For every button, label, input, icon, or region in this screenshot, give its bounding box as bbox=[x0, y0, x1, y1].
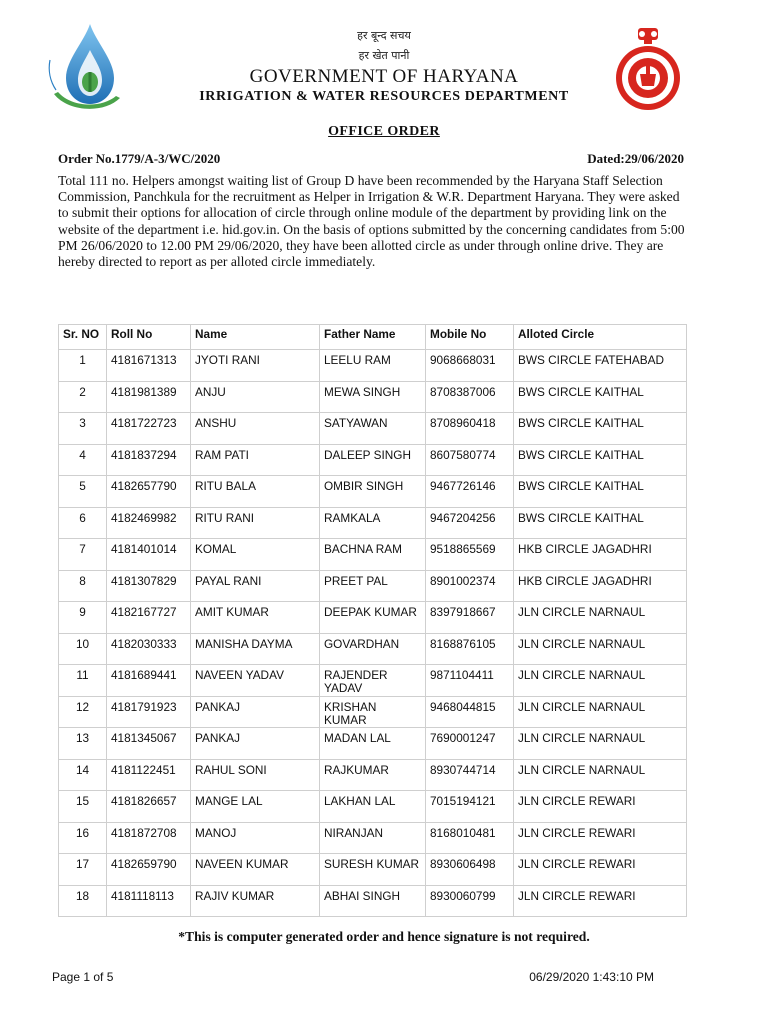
header-sr-no: Sr. NO bbox=[59, 325, 107, 350]
alloted-circle-cell: BWS CIRCLE KAITHAL bbox=[514, 507, 687, 539]
sr-no-cell: 7 bbox=[59, 539, 107, 571]
print-timestamp: 06/29/2020 1:43:10 PM bbox=[529, 970, 654, 984]
mobile-no-cell: 8397918667 bbox=[426, 602, 514, 634]
sr-no-cell: 11 bbox=[59, 665, 107, 697]
father-name-cell: KRISHAN KUMAR bbox=[320, 696, 426, 728]
name-cell: RITU BALA bbox=[191, 476, 320, 508]
name-cell: PANKAJ bbox=[191, 696, 320, 728]
roll-no-cell: 4181689441 bbox=[107, 665, 191, 697]
mobile-no-cell: 8930060799 bbox=[426, 885, 514, 917]
order-number: Order No.1779/A-3/WC/2020 bbox=[58, 151, 221, 166]
roll-no-cell: 4182030333 bbox=[107, 633, 191, 665]
mobile-no-cell: 8168010481 bbox=[426, 822, 514, 854]
hindi-slogan-line-2: हर खेत पानी bbox=[358, 49, 410, 62]
father-name-cell: RAMKALA bbox=[320, 507, 426, 539]
header-alloted-circle: Alloted Circle bbox=[514, 325, 687, 350]
roll-no-cell: 4181722723 bbox=[107, 413, 191, 445]
alloted-circle-cell: BWS CIRCLE KAITHAL bbox=[514, 381, 687, 413]
mobile-no-cell: 9468044815 bbox=[426, 696, 514, 728]
sr-no-cell: 8 bbox=[59, 570, 107, 602]
father-name-cell: BACHNA RAM bbox=[320, 539, 426, 571]
roll-no-cell: 4182469982 bbox=[107, 507, 191, 539]
table-row bbox=[59, 854, 687, 886]
table-row bbox=[59, 633, 687, 665]
mobile-no-cell: 8708960418 bbox=[426, 413, 514, 445]
alloted-circle-cell: JLN CIRCLE NARNAUL bbox=[514, 665, 687, 697]
header-roll-no: Roll No bbox=[107, 325, 191, 350]
sr-no-cell: 16 bbox=[59, 822, 107, 854]
alloted-circle-cell: JLN CIRCLE NARNAUL bbox=[514, 759, 687, 791]
sr-no-cell: 9 bbox=[59, 602, 107, 634]
sr-no-cell: 4 bbox=[59, 444, 107, 476]
roll-no-cell: 4181118113 bbox=[107, 885, 191, 917]
alloted-circle-cell: BWS CIRCLE KAITHAL bbox=[514, 444, 687, 476]
father-name-cell: MADAN LAL bbox=[320, 728, 426, 760]
name-cell: ANJU bbox=[191, 381, 320, 413]
father-name-cell: ABHAI SINGH bbox=[320, 885, 426, 917]
roll-no-cell: 4182167727 bbox=[107, 602, 191, 634]
table-row bbox=[59, 539, 687, 571]
name-cell: RAM PATI bbox=[191, 444, 320, 476]
table-row bbox=[59, 791, 687, 823]
alloted-circle-cell: BWS CIRCLE KAITHAL bbox=[514, 476, 687, 508]
name-cell: PANKAJ bbox=[191, 728, 320, 760]
table-header-row bbox=[59, 325, 687, 350]
father-name-cell: SURESH KUMAR bbox=[320, 854, 426, 886]
sr-no-cell: 6 bbox=[59, 507, 107, 539]
computer-generated-note: *This is computer generated order and hence signature is not required. bbox=[178, 929, 590, 944]
table-row bbox=[59, 507, 687, 539]
mobile-no-cell: 9871104411 bbox=[426, 665, 514, 697]
mobile-no-cell: 9518865569 bbox=[426, 539, 514, 571]
father-name-cell: OMBIR SINGH bbox=[320, 476, 426, 508]
table-row bbox=[59, 570, 687, 602]
sr-no-cell: 2 bbox=[59, 381, 107, 413]
allotment-table bbox=[58, 324, 687, 917]
table-row bbox=[59, 350, 687, 382]
alloted-circle-cell: JLN CIRCLE REWARI bbox=[514, 822, 687, 854]
header-mobile-no: Mobile No bbox=[426, 325, 514, 350]
hindi-slogan-line-1: हर बून्द सचय bbox=[357, 29, 411, 42]
father-name-cell: RAJENDER YADAV bbox=[320, 665, 426, 697]
alloted-circle-cell: JLN CIRCLE NARNAUL bbox=[514, 633, 687, 665]
name-cell: MANGE LAL bbox=[191, 791, 320, 823]
mobile-no-cell: 8901002374 bbox=[426, 570, 514, 602]
alloted-circle-cell: HKB CIRCLE JAGADHRI bbox=[514, 570, 687, 602]
department-title: IRRIGATION & WATER RESOURCES DEPARTMENT bbox=[199, 89, 569, 104]
mobile-no-cell: 8607580774 bbox=[426, 444, 514, 476]
roll-no-cell: 4182657790 bbox=[107, 476, 191, 508]
table-body bbox=[59, 350, 687, 917]
father-name-cell: MEWA SINGH bbox=[320, 381, 426, 413]
alloted-circle-cell: JLN CIRCLE NARNAUL bbox=[514, 696, 687, 728]
roll-no-cell: 4181837294 bbox=[107, 444, 191, 476]
roll-no-cell: 4181981389 bbox=[107, 381, 191, 413]
order-body-text: Total 111 no. Helpers amongst waiting list of Group D have been recommended by the Haryana Staff Selection Commission, Panchkula for the recruitment as Helper in Irrigation & W.R. Department Haryana. They were asked to submit their options for allocation of circle through online module of the department by providing link on the website of the department i.e. hid.gov.in. On the basis of options submitted by the concerning candidates from 5:00 PM 26/06/2020 to 12.00 PM 29/06/2020, they have been allotted circle as under through online drive. They are hereby directed to report as per alloted circle immediately. bbox=[58, 173, 685, 270]
table-row bbox=[59, 885, 687, 917]
page-number: Page 1 of 5 bbox=[52, 970, 114, 984]
name-cell: ANSHU bbox=[191, 413, 320, 445]
alloted-circle-cell: JLN CIRCLE REWARI bbox=[514, 791, 687, 823]
father-name-cell: GOVARDHAN bbox=[320, 633, 426, 665]
name-cell: RAJIV KUMAR bbox=[191, 885, 320, 917]
mobile-no-cell: 8708387006 bbox=[426, 381, 514, 413]
father-name-cell: NIRANJAN bbox=[320, 822, 426, 854]
name-cell: MANISHA DAYMA bbox=[191, 633, 320, 665]
roll-no-cell: 4181307829 bbox=[107, 570, 191, 602]
sr-no-cell: 14 bbox=[59, 759, 107, 791]
government-title: GOVERNMENT OF HARYANA bbox=[249, 66, 519, 87]
father-name-cell: PREET PAL bbox=[320, 570, 426, 602]
father-name-cell: LEELU RAM bbox=[320, 350, 426, 382]
mobile-no-cell: 9467726146 bbox=[426, 476, 514, 508]
mobile-no-cell: 8930606498 bbox=[426, 854, 514, 886]
sr-no-cell: 1 bbox=[59, 350, 107, 382]
mobile-no-cell: 8168876105 bbox=[426, 633, 514, 665]
table-row bbox=[59, 822, 687, 854]
sr-no-cell: 10 bbox=[59, 633, 107, 665]
name-cell: AMIT KUMAR bbox=[191, 602, 320, 634]
mobile-no-cell: 7015194121 bbox=[426, 791, 514, 823]
table-row bbox=[59, 665, 687, 697]
name-cell: KOMAL bbox=[191, 539, 320, 571]
sr-no-cell: 15 bbox=[59, 791, 107, 823]
alloted-circle-cell: BWS CIRCLE KAITHAL bbox=[514, 413, 687, 445]
name-cell: RAHUL SONI bbox=[191, 759, 320, 791]
roll-no-cell: 4181826657 bbox=[107, 791, 191, 823]
name-cell: PAYAL RANI bbox=[191, 570, 320, 602]
table-row bbox=[59, 696, 687, 728]
roll-no-cell: 4182659790 bbox=[107, 854, 191, 886]
table-row bbox=[59, 759, 687, 791]
table-row bbox=[59, 381, 687, 413]
office-order-title: OFFICE ORDER bbox=[328, 124, 440, 139]
alloted-circle-cell: HKB CIRCLE JAGADHRI bbox=[514, 539, 687, 571]
table-row bbox=[59, 444, 687, 476]
alloted-circle-cell: JLN CIRCLE REWARI bbox=[514, 854, 687, 886]
name-cell: NAVEEN KUMAR bbox=[191, 854, 320, 886]
father-name-cell: DALEEP SINGH bbox=[320, 444, 426, 476]
roll-no-cell: 4181671313 bbox=[107, 350, 191, 382]
sr-no-cell: 17 bbox=[59, 854, 107, 886]
table-row bbox=[59, 728, 687, 760]
name-cell: JYOTI RANI bbox=[191, 350, 320, 382]
name-cell: MANOJ bbox=[191, 822, 320, 854]
sr-no-cell: 13 bbox=[59, 728, 107, 760]
sr-no-cell: 18 bbox=[59, 885, 107, 917]
sr-no-cell: 5 bbox=[59, 476, 107, 508]
father-name-cell: DEEPAK KUMAR bbox=[320, 602, 426, 634]
header-name: Name bbox=[191, 325, 320, 350]
father-name-cell: LAKHAN LAL bbox=[320, 791, 426, 823]
alloted-circle-cell: JLN CIRCLE REWARI bbox=[514, 885, 687, 917]
table-row bbox=[59, 413, 687, 445]
roll-no-cell: 4181872708 bbox=[107, 822, 191, 854]
table-row bbox=[59, 476, 687, 508]
mobile-no-cell: 9068668031 bbox=[426, 350, 514, 382]
order-date: Dated:29/06/2020 bbox=[587, 151, 684, 166]
mobile-no-cell: 8930744714 bbox=[426, 759, 514, 791]
alloted-circle-cell: JLN CIRCLE NARNAUL bbox=[514, 728, 687, 760]
roll-no-cell: 4181401014 bbox=[107, 539, 191, 571]
father-name-cell: RAJKUMAR bbox=[320, 759, 426, 791]
roll-no-cell: 4181122451 bbox=[107, 759, 191, 791]
alloted-circle-cell: BWS CIRCLE FATEHABAD bbox=[514, 350, 687, 382]
alloted-circle-cell: JLN CIRCLE NARNAUL bbox=[514, 602, 687, 634]
mobile-no-cell: 9467204256 bbox=[426, 507, 514, 539]
table-row bbox=[59, 602, 687, 634]
mobile-no-cell: 7690001247 bbox=[426, 728, 514, 760]
header-father-name: Father Name bbox=[320, 325, 426, 350]
sr-no-cell: 3 bbox=[59, 413, 107, 445]
roll-no-cell: 4181791923 bbox=[107, 696, 191, 728]
roll-no-cell: 4181345067 bbox=[107, 728, 191, 760]
father-name-cell: SATYAWAN bbox=[320, 413, 426, 445]
name-cell: NAVEEN YADAV bbox=[191, 665, 320, 697]
name-cell: RITU RANI bbox=[191, 507, 320, 539]
sr-no-cell: 12 bbox=[59, 696, 107, 728]
